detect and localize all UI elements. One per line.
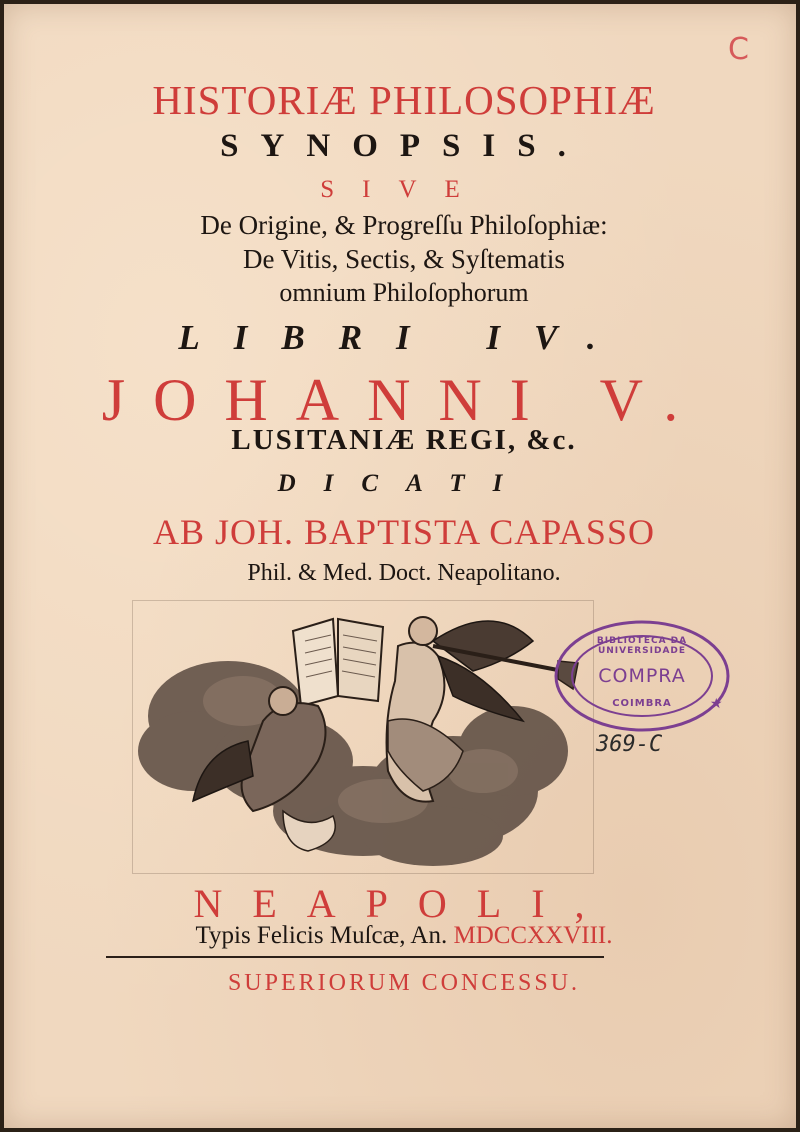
subtitle-line-1: De Origine, & Progreſſu Philoſophiæ: bbox=[200, 210, 608, 240]
imprint-city: NEAPOLI, bbox=[193, 881, 615, 926]
svg-text:★: ★ bbox=[710, 696, 723, 712]
subtitle-line-2: De Vitis, Sectis, & Syſtematis bbox=[243, 244, 565, 274]
imprint-year: MDCCXXVIII. bbox=[453, 922, 613, 949]
library-stamp bbox=[552, 618, 732, 734]
author-name: AB JOH. BAPTISTA CAPASSO bbox=[153, 512, 655, 552]
stamp-middle-text: COMPRA bbox=[598, 665, 686, 687]
title-page bbox=[4, 4, 796, 1128]
dedicatee-title: LUSITANIÆ REGI, &c. bbox=[231, 424, 577, 456]
stamp-bottom-text: COIMBRA bbox=[612, 698, 672, 709]
libri-line: LIBRI IV. bbox=[178, 318, 630, 357]
main-title: HISTORIÆ PHILOSOPHIÆ bbox=[152, 77, 656, 123]
corner-mark: C bbox=[728, 32, 749, 67]
sive-line: SIVE bbox=[320, 176, 488, 203]
engraved-vignette bbox=[132, 600, 594, 874]
imprint-rule bbox=[106, 956, 604, 958]
imprint-permission: SUPERIORUM CONCESSU. bbox=[227, 970, 581, 996]
vignette-illustration bbox=[133, 601, 593, 873]
handwritten-shelfmark: 369-C bbox=[596, 732, 663, 757]
subtitle-line-3: omnium Philoſophorum bbox=[279, 278, 529, 307]
dedicatee-name: JOHANNI V. bbox=[101, 367, 707, 433]
main-title-synopsis: SYNOPSIS. bbox=[220, 128, 588, 164]
imprint-printer-text: Typis Felicis Muſcæ, An. bbox=[195, 922, 448, 949]
dicati-line: DICATI bbox=[277, 470, 531, 497]
imprint-printer bbox=[4, 922, 800, 950]
author-degree: Phil. & Med. Doct. Neapolitano. bbox=[247, 560, 561, 586]
stamp-top-text: BIBLIOTECA DA UNIVERSIDADE bbox=[596, 636, 688, 656]
